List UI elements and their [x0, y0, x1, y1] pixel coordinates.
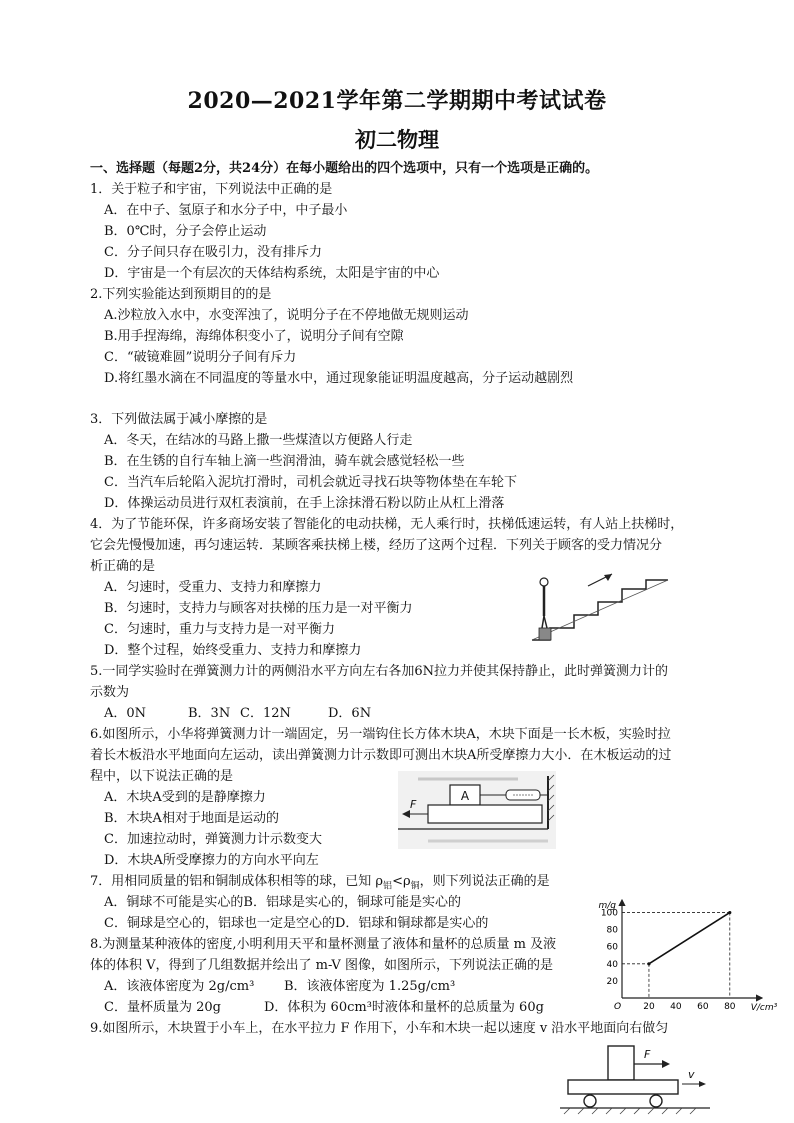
q9-line-1: 9.如图所示，木块置于小车上，在水平拉力 F 作用下，小车和木块一起以速度 v 沿水平地面向右做匀 — [90, 1021, 669, 1036]
velocity-label: v — [688, 1068, 695, 1081]
y-axis-label: m/g — [598, 901, 616, 911]
person-head — [540, 578, 548, 586]
x-tick-label: 60 — [697, 1002, 709, 1012]
x-tick-label: 80 — [724, 1002, 736, 1012]
q4-line-1: 4．为了节能环保，许多商场安装了智能化的电动扶梯，无人乘行时，扶梯低速运转，有人站上扶梯时， — [90, 517, 684, 532]
q4-option-d: D．整个过程，始终受重力、支持力和摩擦力 — [104, 643, 362, 658]
data-line — [649, 913, 730, 964]
q3-option-c: C．当汽车后轮陷入泥坑打滑时，司机会就近寻找石块等物体垫在车轮下 — [104, 475, 517, 490]
q6-line-1: 6.如图所示，小华将弹簧测力计一端固定，另一端钩住长方体木块A，木块下面是一长木板，实验时拉 — [90, 727, 671, 742]
y-tick-label: 20 — [606, 976, 618, 987]
escalator-base — [532, 580, 668, 640]
q7-lt: <ρ — [392, 874, 411, 889]
q8-option-b: B．该液体密度为 1.25g/cm³ — [284, 979, 456, 994]
q2-option-b: B.用手捏海绵，海绵体积变小了，说明分子间有空隙 — [104, 329, 404, 344]
x-tick-label: 40 — [670, 1002, 682, 1012]
q8-option-a: A．该液体密度为 2g/cm³ — [104, 979, 255, 994]
q6-option-d: D．木块A所受摩擦力的方向水平向左 — [104, 853, 319, 868]
origin-label: O — [614, 1002, 622, 1012]
q5-option-d: D．6N — [328, 706, 372, 721]
q7-options-cd: C．铜球是空心的，铝球也一定是空心的D．铝球和铜球都是实心的 — [104, 916, 489, 931]
q3-stem: 3．下列做法属于减小摩擦的是 — [90, 412, 268, 427]
force-f-label: F — [644, 1048, 651, 1061]
q7-stem-start: 7．用相同质量的铝和铜制成体积相等的球，已知 ρ — [90, 874, 384, 889]
q2-option-c: C．“破镜难圆”说明分子间有斥力 — [104, 350, 297, 365]
block-a-label: A — [460, 789, 470, 803]
q1-option-c: C．分子间只存在吸引力，没有排斥力 — [104, 245, 322, 260]
escalator-figure — [530, 568, 670, 648]
x-tick-label: 20 — [643, 1002, 655, 1012]
page-title: 2020—2021学年第二学期期中考试试卷 — [187, 88, 607, 114]
y-tick-label: 100 — [600, 908, 618, 919]
y-tick-label: 40 — [606, 959, 618, 970]
q1-stem: 1．关于粒子和宇宙，下列说法中正确的是 — [90, 182, 333, 197]
long-board — [428, 805, 542, 823]
q5-line-1: 5.一同学实验时在弹簧测力计的两侧沿水平方向左右各加6N拉力并使其保持静止，此时弹簧测力计的 — [90, 664, 669, 679]
q6-line-2: 着长木板沿水平地面向左运动，读出弹簧测力计示数即可测出木块A所受摩擦力大小．在木板运动的过 — [90, 748, 672, 763]
q5-line-2: 示数为 — [90, 685, 130, 700]
friction-figure — [398, 771, 556, 849]
q3-option-d: D．体操运动员进行双杠表演前，在手上涂抹滑石粉以防止从杠上滑落 — [104, 496, 505, 511]
q2-option-d: D.将红墨水滴在不同温度的等量水中，通过现象能证明温度越高，分子运动越剧烈 — [104, 371, 574, 386]
q3-option-b: B．在生锈的自行车轴上滴一些润滑油，骑车就会感觉轻松一些 — [104, 454, 465, 469]
q1-option-b: B．0℃时，分子会停止运动 — [104, 224, 267, 239]
q8-option-d: D．体积为 60cm³时液体和量杯的总质量为 60g — [264, 1000, 544, 1015]
q7-stem-end: ，则下列说法正确的是 — [419, 874, 550, 889]
q1-option-a: A．在中子、氢原子和水分子中，中子最小 — [104, 203, 348, 218]
q4-option-a: A．匀速时，受重力、支持力和摩擦力 — [104, 580, 322, 595]
section-heading: 一、选择题（每题2分，共24分）在每小题给出的四个选项中，只有一个选项是正确的。 — [90, 161, 599, 176]
force-label: F — [410, 798, 417, 811]
q7-sub-al: 铝 — [383, 881, 393, 892]
cart-wheel-left — [584, 1095, 596, 1107]
q2-option-a: A.沙粒放入水中，水变浑浊了，说明分子在不停地做无规则运动 — [104, 308, 469, 323]
q8-line-1: 8.为测量某种液体的密度,小明利用天平和量杯测量了液体和量杯的总质量 m 及液 — [90, 937, 557, 952]
q8-option-c: C．量杯质量为 20g — [104, 1000, 221, 1015]
q7-sub-cu: 铜 — [410, 881, 420, 892]
q6-option-b: B．木块A相对于地面是运动的 — [104, 811, 279, 826]
q8-line-2: 体的体积 V，得到了几组数据并绘出了 m-V 图像，如图所示，下列说法正确的是 — [90, 958, 553, 973]
q6-option-a: A．木块A受到的是静摩擦力 — [104, 790, 266, 805]
y-tick-label: 80 — [606, 925, 618, 936]
q4-option-b: B．匀速时，支持力与顾客对扶梯的压力是一对平衡力 — [104, 601, 413, 616]
data-point — [728, 911, 731, 914]
data-point — [647, 962, 650, 965]
cart-figure — [560, 1044, 710, 1116]
x-axis-label: V/cm³ — [750, 1003, 778, 1013]
q5-option-a: A．0N — [104, 706, 147, 721]
q3-option-a: A．冬天，在结冰的马路上撒一些煤渣以方便路人行走 — [104, 433, 413, 448]
page-subtitle: 初二物理 — [355, 127, 439, 152]
q2-stem: 2.下列实验能达到预期目的的是 — [90, 287, 272, 302]
q6-option-c: C．加速拉动时，弹簧测力计示数变大 — [104, 832, 322, 847]
q1-option-d: D．宇宙是一个有层次的天体结构系统，太阳是宇宙的中心 — [104, 266, 440, 281]
q4-line-2: 它会先慢慢加速，再匀速运转．某顾客乘扶梯上楼，经历了这两个过程．下列关于顾客的受力情况分 — [90, 538, 663, 553]
cart-wheel-right — [650, 1095, 662, 1107]
q7-options-ab: A．铜球不可能是实心的B．铝球是实心的，铜球可能是实心的 — [104, 895, 461, 910]
q5-option-b: B．3N — [188, 706, 231, 721]
y-tick-label: 60 — [606, 942, 618, 953]
cart-body — [568, 1080, 678, 1094]
q4-option-c: C．匀速时，重力与支持力是一对平衡力 — [104, 622, 335, 637]
q6-line-3: 程中，以下说法正确的是 — [90, 769, 234, 784]
wooden-block — [608, 1046, 634, 1080]
q5-option-c: C．12N — [240, 706, 291, 721]
mv-chart — [596, 894, 786, 1020]
q4-line-3: 析正确的是 — [90, 559, 156, 574]
